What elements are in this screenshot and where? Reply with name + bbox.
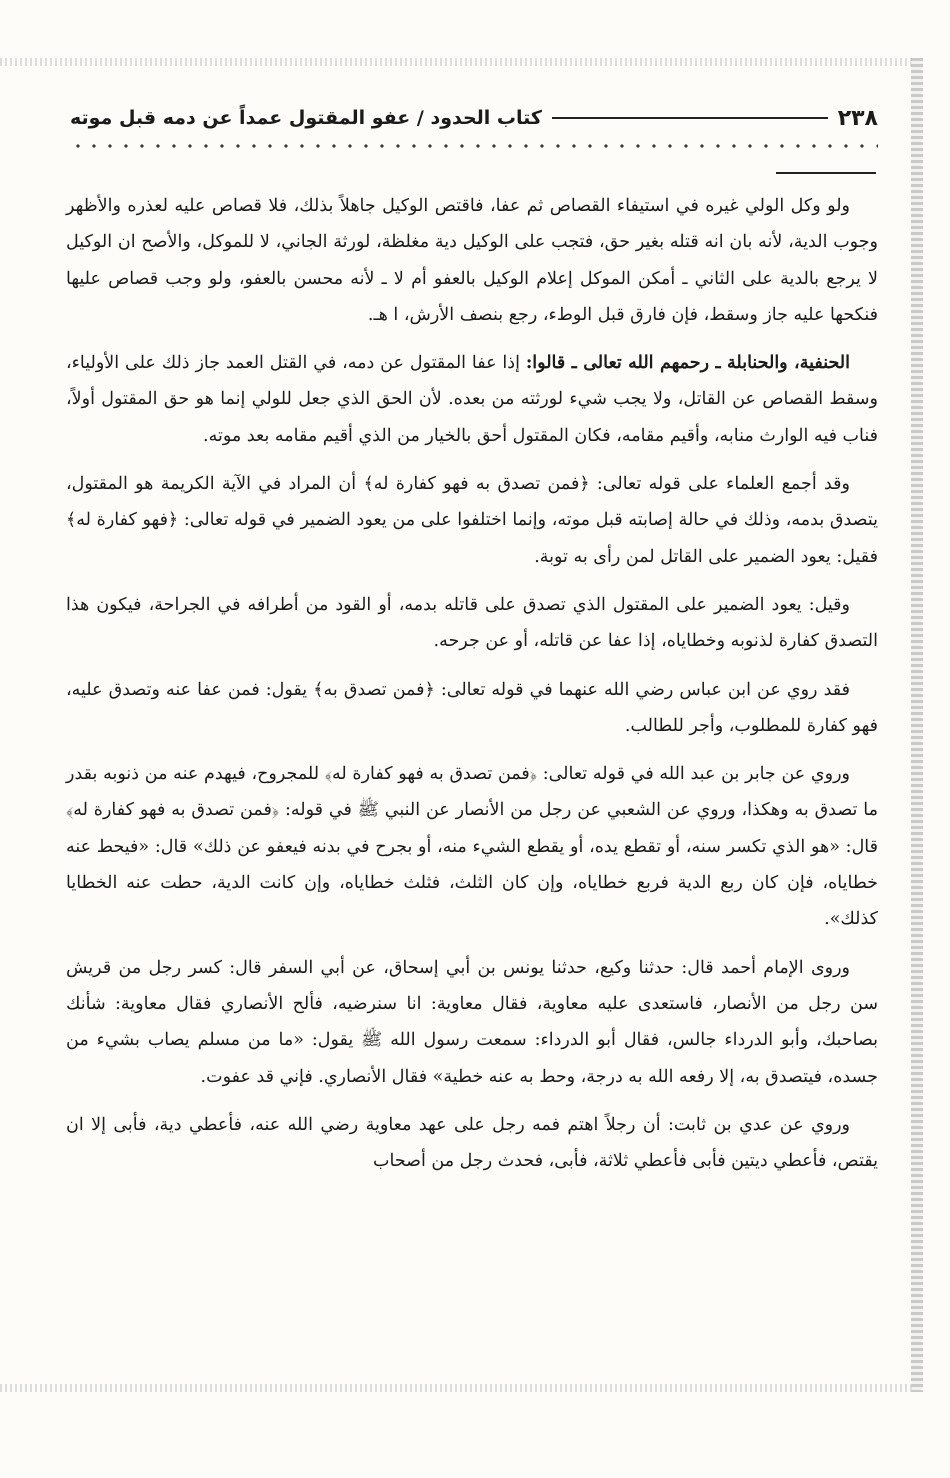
scan-edge-top xyxy=(0,58,915,66)
paragraph: وقد أجمع العلماء على قوله تعالى: ﴿فمن تصدق به فهو كفارة له﴾ أن المراد في الآية الكريمة هو المقتول، يتصدق بدمه، وذلك في حالة إصابته قبل موته، وإنما اختلفوا على من يعود الضمير في قوله تعالى: ﴿فهو كفارة له﴾ فقيل: يعود الضمير على القاتل لمن رأى به توبة. xyxy=(66,474,878,567)
paragraph: ولو وكل الولي غيره في استيفاء القصاص ثم عفا، فاقتص الوكيل جاهلاً بذلك، فلا قصاص عليه لعذره والأظهر وجوب الدية، لأنه بان انه قتله بغير حق، فتجب على الوكيل دية مغلظة، لورثة الجاني، لا للموكل، والأصح ان الوكيل لا يرجع بالدية على الثاني ـ أمكن الموكل إعلام الوكيل بالعفو أم لا ـ لأنه محسن بالعفو، ولو وجب قصاص عليها فنكحها عليه جاز وسقط، فإن فارق قبل الوطء، رجع بنصف الأرش، ا هـ. xyxy=(66,196,878,325)
page-title: كتاب الحدود / عفو المقتول عمداً عن دمه قبل موته xyxy=(70,107,542,129)
body-text xyxy=(66,188,878,1191)
section-separator xyxy=(776,172,876,174)
page-header xyxy=(70,100,878,136)
paragraph: وروي عن جابر بن عبد الله في قوله تعالى: ﴿فمن تصدق به فهو كفارة له﴾ للمجروح، فيهدم عنه من ذنوبه بقدر ما تصدق به وهكذا، وروي عن الشعبي عن رجل من الأنصار عن النبي ﷺ في قوله: ﴿فمن تصدق به فهو كفارة له﴾قال: «هو الذي تكسر سنه، أو تقطع يده، أو يقطع الشيء منه، أو بجرح في بدنه فيعفو عن ذلك» قال: «فيحط عنه خطاياه، فإن كان ربع الدية فربع خطاياه، وإن كان الثلث، فثلث خطاياه، وإن كانت الدية، حطت عنه الخطايا كذلك». xyxy=(66,764,878,930)
paragraph: وروي عن عدي بن ثابت: أن رجلاً اهتم فمه رجل على عهد معاوية رضي الله عنه، فأعطي دية، فأبى إلا ان يقتص، فأعطي ديتين فأبى فأعطي ثلاثة، فأبى، فحدث رجل من أصحاب xyxy=(66,1114,878,1172)
paragraph: الحنفية، والحنابلة ـ رحمهم الله تعالى ـ قالوا: إذا عفا المقتول عن دمه، في القتل العمد جاز ذلك على الأولياء، وسقط القصاص عن القاتل، ولا يجب شيء لورثته من بعده. لأن الحق الذي جعل للولي إنما هو حق المقتول أولاً، فناب فيه الوارث منابه، وأقيم مقامه، فكان المقتول أحق بالخيار من الذي أقيم مقامه بعد موته. xyxy=(66,353,878,446)
header-rule xyxy=(552,117,828,119)
scan-edge-right xyxy=(911,58,923,1392)
dotted-divider xyxy=(70,140,878,152)
paragraph: وروى الإمام أحمد قال: حدثنا وكيع، حدثنا يونس بن أبي إسحاق، عن أبي السفر قال: كسر رجل من قريش سن رجل من الأنصار، فاستعدى عليه معاوية، فقال معاوية: انا سنرضيه، فألح الأنصاري فقال معاوية: شأنك بصاحبك، وأبو الدرداء جالس، فقال أبو الدرداء: سمعت رسول الله ﷺ يقول: «ما من مسلم يصاب بشيء من جسده، فيتصدق به، إلا رفعه الله به درجة، وحط به عنه خطية» فقال الأنصاري. فإني قد عفوت. xyxy=(66,957,878,1087)
paragraph: فقد روي عن ابن عباس رضي الله عنهما في قوله تعالى: ﴿فمن تصدق به﴾ يقول: فمن عفا عنه وتصدق عليه، فهو كفارة للمطلوب، وأجر للطالب. xyxy=(66,679,878,736)
paragraph: وقيل: يعود الضمير على المقتول الذي تصدق على قاتله بدمه، أو القود من أطرافه في الجراحة، فيكون هذا التصدق كفارة لذنوبه وخطاياه، إذا عفا عن قاتله، أو عن جرحه. xyxy=(66,594,878,652)
page-number: ٢٣٨ xyxy=(837,105,878,131)
scan-edge-bottom xyxy=(0,1384,915,1392)
bold-lead: الحنفية، والحنابلة ـ رحمهم الله تعالى ـ قالوا: xyxy=(525,353,850,374)
